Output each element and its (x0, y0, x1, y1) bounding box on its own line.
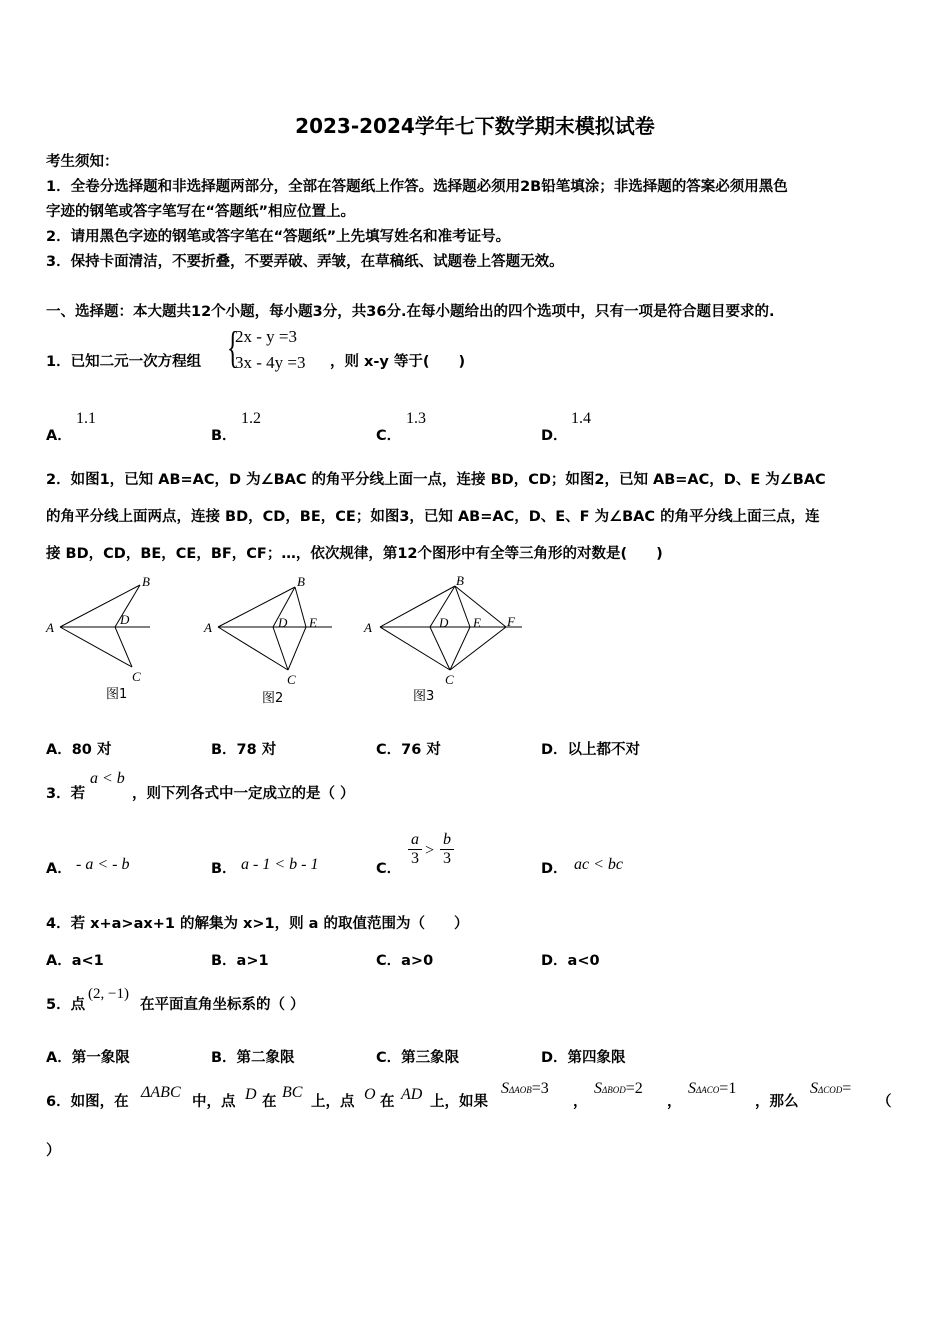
q3-option-a-label[interactable]: A． (46, 861, 72, 877)
q6-text-2: 中，点 (192, 1094, 236, 1110)
q6-text-4: 上，点 (311, 1094, 355, 1110)
fig1-label: 图1 (106, 687, 128, 702)
notice-item-2: 2．请用黑色字迹的钢笔或答字笔在“答题纸”上先填写姓名和准考证号。 (46, 229, 511, 245)
q4-option-a[interactable]: A．a<1 (46, 953, 104, 969)
fig1-point-b: B (142, 574, 150, 589)
figure-1 (45, 574, 150, 702)
q6-segment-ad: AD (401, 1086, 423, 1103)
fig3-point-f: F (507, 614, 515, 629)
q1-option-d-value: 1.4 (571, 410, 591, 427)
q1-prefix: 1．已知二元一次方程组 (46, 354, 202, 370)
q3-option-c-fraction-1 (408, 831, 422, 868)
fig3-point-e: E (473, 615, 481, 630)
q6-s3-sub: ΔACO (696, 1085, 720, 1095)
q1-eq1: 2x - y =3 (235, 327, 297, 346)
q4-text: 4．若 x+a>ax+1 的解集为 x>1，则 a 的取值范围为（ ） (46, 916, 469, 932)
q3-condition: a < b (90, 770, 125, 787)
fig1-point-d: D (120, 612, 130, 627)
q1-option-b-label[interactable]: B． (211, 428, 237, 444)
q6-s4-sub: ΔCOD (818, 1085, 843, 1095)
q3-option-a-value: - a < - b (76, 856, 130, 873)
fig2-point-d: D (278, 615, 288, 630)
fig1-point-a: A (46, 620, 54, 635)
fig2-point-e: E (309, 615, 317, 630)
q2-line-3: 接 BD，CD，BE，CE，BF，CF；…，依次规律，第12个图形中有全等三角形的对数是( ) (46, 546, 663, 562)
q6-paren-close: ） (46, 1143, 61, 1159)
q4-option-d[interactable]: D．a<0 (541, 953, 600, 969)
q6-s2-val: =2 (625, 1080, 643, 1097)
notice-heading: 考生须知： (46, 154, 119, 170)
q6-s2: S (594, 1080, 602, 1097)
q5-point: (2, −1) (88, 986, 129, 1002)
q6-s1-sub: ΔAOB (509, 1085, 532, 1095)
q5-option-d[interactable]: D．第四象限 (541, 1050, 626, 1066)
q3-c-num1: a (408, 831, 422, 850)
q3-option-c-rel: > (425, 842, 435, 859)
q2-line-2: 的角平分线上面两点，连接 BD，CD，BE，CE；如图3，已知 AB=AC，D、E、F 为∠BAC 的角平分线上面三点，连 (46, 509, 820, 525)
q5-option-b[interactable]: B．第二象限 (211, 1050, 295, 1066)
q6-s3-val: =1 (719, 1080, 737, 1097)
q6-s1-val: =3 (531, 1080, 549, 1097)
q3-option-b-label[interactable]: B． (211, 861, 237, 877)
fig3-point-b: B (456, 573, 464, 588)
q1-option-a-value: 1.1 (76, 410, 96, 427)
fig3-point-c: C (445, 672, 454, 687)
q6-s2-sub: ΔBOD (602, 1085, 626, 1095)
q3-c-num2: b (440, 831, 454, 850)
q6-text-1: 6．如图，在 (46, 1094, 129, 1110)
page-title: 2023-2024学年七下数学期末模拟试卷 (295, 114, 655, 138)
q3-option-c-label[interactable]: C． (376, 861, 402, 877)
q1-option-d-label[interactable]: D． (541, 428, 568, 444)
q1-option-a-label[interactable]: A． (46, 428, 72, 444)
q6-point-o: O (364, 1086, 376, 1103)
q6-s1: S (501, 1080, 509, 1097)
fig2-point-c: C (287, 672, 296, 687)
q6-text-6: 上，如果 (430, 1094, 488, 1110)
q6-segment-bc: BC (282, 1084, 303, 1101)
q6-sep-1: ， (573, 1094, 588, 1110)
q3-suffix: ，则下列各式中一定成立的是（ ） (132, 786, 355, 802)
q6-text-3: 在 (262, 1094, 277, 1110)
brace-icon: { (227, 323, 239, 372)
q2-option-b[interactable]: B．78 对 (211, 742, 277, 758)
q2-option-c[interactable]: C．76 对 (376, 742, 441, 758)
q3-option-c-fraction-2 (440, 831, 454, 868)
q3-prefix: 3．若 (46, 786, 86, 802)
q3-c-den2: 3 (443, 850, 451, 867)
section-heading: 一、选择题：本大题共12个小题，每小题3分，共36分.在每小题给出的四个选项中，只有一项是符合题目要求的. (46, 304, 775, 320)
q3-option-b-value: a - 1 < b - 1 (241, 856, 319, 873)
notice-item-3: 3．保持卡面清洁，不要折叠，不要弄破、弄皱，在草稿纸、试题卷上答题无效。 (46, 254, 564, 270)
q6-s4-val: = (842, 1080, 852, 1097)
q6-area-cod (810, 1080, 851, 1098)
q6-triangle: ΔABC (141, 1084, 181, 1101)
q6-sep-2: ， (667, 1094, 682, 1110)
q1-equation-system (227, 323, 327, 376)
q5-option-c[interactable]: C．第三象限 (376, 1050, 460, 1066)
q1-option-b-value: 1.2 (241, 410, 261, 427)
q6-text-5: 在 (380, 1094, 395, 1110)
q5-option-a[interactable]: A．第一象限 (46, 1050, 130, 1066)
q6-area-aco (688, 1080, 736, 1098)
q2-option-d[interactable]: D．以上都不对 (541, 742, 641, 758)
q5-suffix: 在平面直角坐标系的（ ） (140, 997, 305, 1013)
fig3-label: 图3 (413, 689, 435, 704)
q3-c-den1: 3 (411, 850, 419, 867)
q6-s4: S (810, 1080, 818, 1097)
q6-area-aob (501, 1080, 549, 1098)
fig2-point-a: A (204, 620, 212, 635)
fig3-point-a: A (364, 620, 372, 635)
q6-area-bod (594, 1080, 643, 1098)
q6-s3: S (688, 1080, 696, 1097)
fig2-point-b: B (297, 574, 305, 589)
q4-option-c[interactable]: C．a>0 (376, 953, 434, 969)
q3-option-d-label[interactable]: D． (541, 861, 568, 877)
q1-option-c-label[interactable]: C． (376, 428, 402, 444)
figure-3 (363, 573, 522, 704)
q5-prefix: 5．点 (46, 997, 86, 1013)
q1-eq2: 3x - 4y =3 (235, 353, 306, 372)
q6-paren-open: （ (877, 1094, 892, 1110)
fig1-point-c: C (132, 669, 141, 684)
q1-suffix: ，则 x-y 等于( ) (330, 354, 466, 370)
q1-option-c-value: 1.3 (406, 410, 426, 427)
figure-2 (203, 574, 332, 706)
q6-text-7: ，那么 (755, 1094, 799, 1110)
q2-option-a[interactable]: A．80 对 (46, 742, 112, 758)
q2-line-1: 2．如图1，已知 AB=AC，D 为∠BAC 的角平分线上面一点，连接 BD，CD；如图2，已知 AB=AC，D、E 为∠BAC (46, 472, 826, 488)
q6-point-d: D (245, 1086, 257, 1103)
fig2-label: 图2 (262, 691, 284, 706)
fig3-point-d: D (439, 615, 449, 630)
q4-option-b[interactable]: B．a>1 (211, 953, 269, 969)
q3-option-d-value: ac < bc (574, 856, 623, 873)
q2-figures (40, 570, 540, 710)
notice-item-1-cont: 字迹的钢笔或答字笔写在“答题纸”相应位置上。 (46, 204, 356, 220)
notice-item-1: 1．全卷分选择题和非选择题两部分，全部在答题纸上作答。选择题必须用2B铅笔填涂；非选择题的答案必须用黑色 (46, 179, 788, 195)
